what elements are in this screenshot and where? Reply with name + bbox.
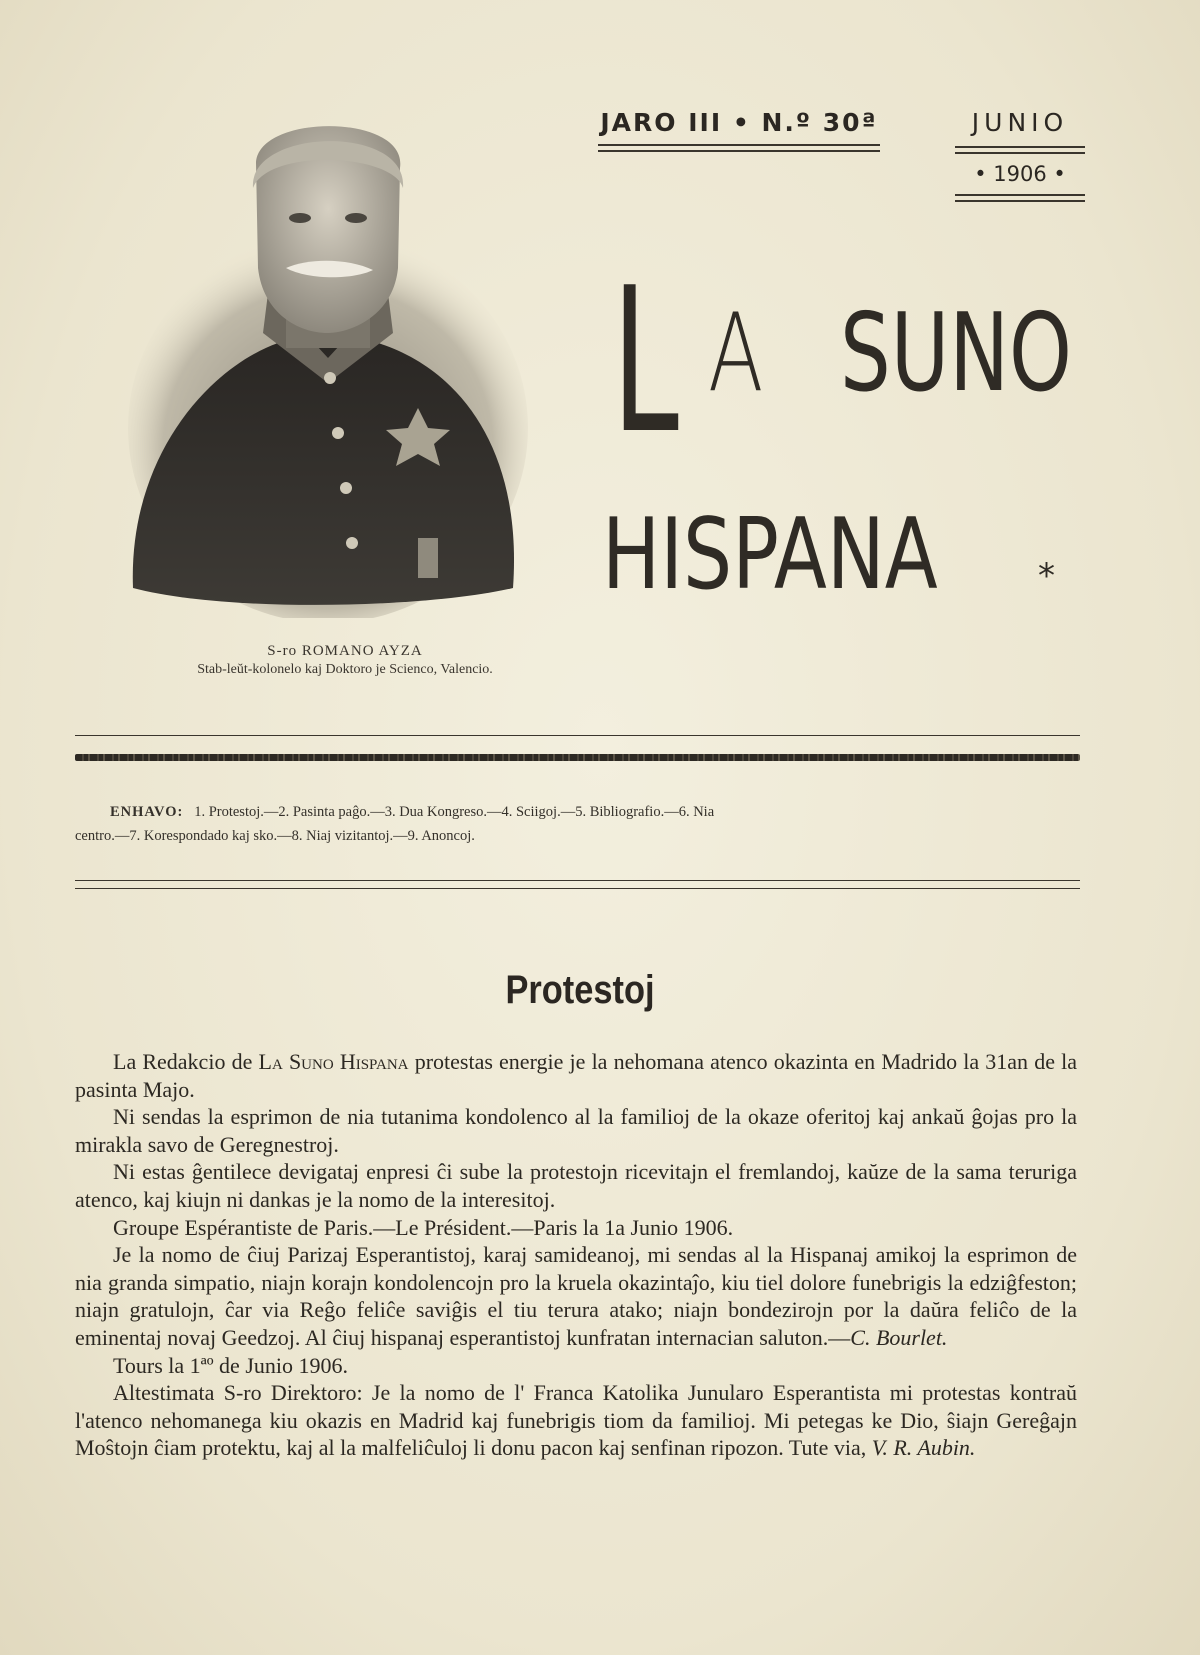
masthead-star: * bbox=[1038, 556, 1055, 596]
magazine-name: La Suno Hispana bbox=[258, 1049, 409, 1074]
issue-number: JARO III • N.º 30ª bbox=[600, 108, 878, 137]
signature-aubin: V. R. Aubin. bbox=[871, 1435, 976, 1461]
contents-block bbox=[75, 800, 1080, 848]
portrait-eye-right bbox=[345, 213, 367, 223]
portrait-eye-left bbox=[289, 213, 311, 223]
contents-line-2: centro.—7. Korespondado kaj sko.—8. Niaj vizitantoj.—9. Anoncoj. bbox=[75, 828, 475, 844]
portrait-order-ribbon bbox=[418, 538, 438, 578]
divider-contents-2 bbox=[75, 888, 1080, 889]
divider-contents-1 bbox=[75, 880, 1080, 881]
coat-button-3 bbox=[340, 482, 352, 494]
issue-rule-bottom bbox=[598, 150, 880, 152]
article-paragraph-2: Ni sendas la esprimon de nia tutanima kondolenco al la familioj de la okaze oferitoj kaj ankaŭ ĝojas pro la mirakla savo de Geregnestroj. bbox=[75, 1104, 1077, 1157]
masthead-a: A bbox=[708, 291, 764, 416]
portrait-caption-name: S-ro ROMANO AYZA bbox=[267, 643, 423, 659]
signature-bourlet: C. Bourlet. bbox=[850, 1324, 948, 1350]
contents-line-1 bbox=[75, 800, 1080, 824]
article-paragraph-3: Ni estas ĝentilece devigataj enpresi ĉi sube la protestojn ricevitajn el fremlandoj, kaŭze de la sama teruriga atenco, kaj kiujn ni dankas je la nomo de la interesitoj. bbox=[75, 1159, 1077, 1212]
article-paragraph-7: Altestimata S-ro Direktoro: Je la nomo de l' Franca Katolika Junularo Esperantista mi protestas kontraŭ l'atenco nehomanega kiu okazis en Madrid kaj funebrigis tiom da familioj. Mi petegas ke Dio, ŝiajn Gereĝajn Moŝtojn ĉiam protektu, kaj al la malfeliĉuloj li donu pacon kaj senfinan ripozon. Tute via, V. R. Aubin. bbox=[75, 1380, 1077, 1461]
article-paragraph-6: Tours la 1ªº de Junio 1906. bbox=[113, 1352, 348, 1378]
contents-label: ENHAVO: bbox=[110, 804, 184, 820]
masthead-suno: SUNO bbox=[840, 291, 1072, 416]
article-title: Protestoj bbox=[505, 968, 655, 1012]
masthead-hispana: HISPANA bbox=[602, 498, 938, 612]
month-rule-2 bbox=[955, 152, 1085, 154]
issue-month: JUNIO bbox=[971, 108, 1069, 137]
coat-button-2 bbox=[332, 427, 344, 439]
issue-rule-top bbox=[598, 144, 880, 146]
article-paragraph-4: Groupe Espérantiste de Paris.—Le Président.—Paris la 1a Junio 1906. bbox=[113, 1214, 734, 1240]
portrait-photo bbox=[128, 118, 528, 618]
contents-text: 1. Protestoj.—2. Pasinta paĝo.—3. Dua Kongreso.—4. Sciigoj.—5. Bibliografio.—6. Nia bbox=[194, 804, 715, 820]
portrait-caption-role: Stab-leŭt-kolonelo kaj Doktoro je Scienco, Valencio. bbox=[197, 662, 493, 677]
ornamental-divider bbox=[75, 754, 1080, 761]
coat-button-4 bbox=[346, 537, 358, 549]
article-paragraph-1: La Redakcio de La Suno Hispana protestas energie je la nehomana atenco okazinta en Madrido la 31an de la pasinta Majo. bbox=[75, 1049, 1077, 1102]
year-rule-1 bbox=[955, 194, 1085, 196]
article-body bbox=[75, 1048, 1077, 1462]
article-paragraph-5: Je la nomo de ĉiuj Parizaj Esperantistoj, karaj samideanoj, mi sendas al la Hispanaj amikoj la esprimon de nia granda simpatio, niajn korajn kondolencojn pro la kruela okazintaĵo, kiu tiel dolore funebrigis la edziĝfeston; niajn gratulojn, ĉar via Reĝo feliĉe saviĝis el tiu terura atako; niajn bondezirojn por la daŭra feliĉo de la eminentaj novaj Geedzoj. Al ĉiuj hispanaj esperantistoj kunfratan internacian saluton.—C. Bourlet. bbox=[75, 1242, 1077, 1350]
divider-top bbox=[75, 735, 1080, 736]
issue-year: • 1906 • bbox=[974, 162, 1066, 186]
month-rule-1 bbox=[955, 146, 1085, 148]
masthead-initial-l: L bbox=[612, 245, 679, 478]
coat-button-1 bbox=[324, 372, 336, 384]
year-rule-2 bbox=[955, 200, 1085, 202]
